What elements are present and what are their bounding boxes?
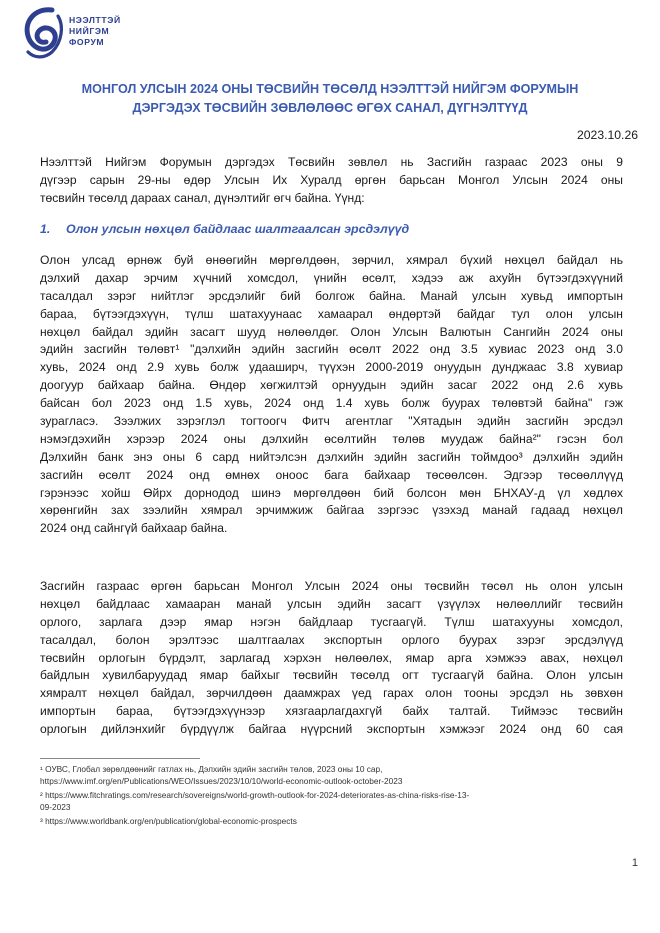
text-line: нэмэгдэхийн хэрээр 2024 оны дэлхийн өсөлтийн төлөв муудаж байна²" гэсэн бол	[40, 431, 623, 446]
logo-line: ФОРУМ	[69, 37, 105, 47]
section-title: Олон улсын нөхцөл байдлаас шалтгаалсан эрсдэлүүд	[66, 222, 410, 236]
text-line: орлогын дийлэнхийг бүрдүүлж байгаа нүүрсний экспортын хэмжээг 2024 онд 60 сая	[40, 722, 623, 737]
text-line: Нээлттэй Нийгэм Форумын дэргэдэх Төсвийн зөвлөл нь Засгийн газраас 2023 оны 9	[40, 155, 623, 169]
document-date: 2023.10.26	[577, 128, 638, 142]
text-line: засгийн өсөлт 2024 онд өмнөх оноос бага байхаар төсөөлсөн. Эдгээр төсөөллүүд	[40, 467, 623, 482]
text-line: гэрэнээс хойш Өйрх дорнодод шинэ мөргөлдөөн бий болсон мөн БНХАУ-д үл хөдлөх	[40, 485, 623, 500]
logo-text	[69, 15, 121, 48]
title-line-1: МОНГОЛ УЛСЫН 2024 ОНЫ ТӨСВИЙН ТӨСӨЛД НЭЭЛТТЭЙ НИЙГЭМ ФОРУМЫН	[81, 82, 579, 96]
logo-line: НЭЭЛТТЭЙ	[69, 15, 121, 25]
text-line: дүгээр сарын 29-ны өдөр Улсын Их Хуралд өргөн барьсан Монгол Улсын 2024 оны	[40, 172, 623, 187]
text-line: 2024 онд сайнгүй байхаар байна.	[40, 521, 228, 536]
text-line: доогуур байхаар байна. Өндөр хөгжилтэй орнуудын эдийн засаг 2022 онд 2.6 хувь	[40, 378, 623, 393]
page-number: 1	[631, 857, 638, 869]
text-line: тасалдал, болон эрэлтээс шалтгаалах экспортын орлого буурах зэрэг эрсдэлүүд	[40, 632, 623, 647]
text-line: нөхцөл байдлаас хамааран манай улсын эдийн засагт үзүүлэх нөлөөллийг төсвийн	[40, 596, 623, 611]
text-line: зурагласэ. Зээлжих зэрэглэл тогтоогч Фитч агентлаг "Хятадын эдийн засгийн эрсдэл	[40, 414, 623, 429]
text-line: байдлын хувилбаруудад ямар байхыг төсвийн төсөлд огт тусгаагүй байна. Олон улсын	[40, 668, 623, 683]
footnote-2-link[interactable]: ² https://www.fitchratings.com/research/sovereigns/world-growth-outlook-for-2024-deteriorates-as-china-risks-rise-13-	[40, 790, 470, 800]
footnote-1-link[interactable]: https://www.imf.org/en/Publications/WEO/Issues/2023/10/10/world-economic-outlook-october-2023	[40, 776, 403, 786]
footnote-1: ¹ ОУВС, Глобал зөрөлдөөнийг гатлах нь, Дэлхийн эдийн засгийн төлов, 2023 оны 10 сар,	[40, 764, 383, 774]
footnote-divider	[40, 758, 200, 759]
section-heading	[40, 222, 409, 236]
text-line: Олон улсад өрнөж буй өнөөгийн мөргөлдөөн, зөрчил, хямрал бүхий нөхцөл байдал нь	[40, 253, 623, 267]
text-line: хөрөнгийн зах зээлийн хямрал эрчимжиж байгаа зэргээс үзэхэд манай гадаад нөхцөл	[40, 503, 623, 518]
text-line: дэлхий дахар эрчим хүчний хомсдол, үнийн өсөлт, хэдээ аж ахуйн бүтээгдэхүүний	[40, 270, 623, 285]
text-line: төсвийн төсөлд дараах санал, дүнэлтийг өгч байна. Үүнд:	[40, 190, 365, 205]
intro-paragraph	[40, 154, 623, 208]
text-line: эдийн засгийн төлөвт¹ "дэлхийн эдийн засгийн өсөлт 2022 онд 3.5 хувиас 2023 онд 3.0	[40, 342, 623, 357]
text-line: тасалдал зэрэг нийтлэг эрсдэлийг бий болгож байна. Манай улсын хувьд импортын	[40, 288, 623, 303]
text-line: Засгийн газраас өргөн барьсан Монгол Улсын 2024 оны төсвийн төсөл нь олон улсын	[40, 579, 623, 593]
text-line: импортын бараа, бүтээгдэхүүнээр хязгаарлагдахгүй байх талтай. Тиймээс төсвийн	[40, 704, 623, 719]
text-line: Дэлхийн банк энэ оны 6 сард нийтэлсэн дэлхийн эдийн засгийн тоймдоо³ дэлхийн эдийн	[40, 449, 623, 464]
logo-line: НИЙГЭМ	[69, 26, 110, 36]
forum-swirl-logo-icon	[22, 6, 66, 62]
text-line: төсвийн орлогын бүрдэлт, зарлагад хэрхэн нөлөөлөх, ямар арга хэмжээ авах, нөхцөл	[40, 650, 623, 665]
footnote-3-link[interactable]: ³ https://www.worldbank.org/en/publication/global-economic-prospects	[40, 816, 297, 826]
title-line-2: ДЭРГЭДЭХ ТӨСВИЙН ЗӨВЛӨЛӨӨС ӨГӨХ САНАЛ, ДҮГНЭЛТҮҮД	[132, 101, 528, 115]
forum-logo	[22, 6, 162, 64]
document-title	[20, 80, 640, 118]
text-line: орлого, зарлага дээр ямар нэгэн байдлаар тусгаагүй. Түлш шатахууны хомсдол,	[40, 614, 623, 629]
text-line: байсан бол 2023 онд 1.5 хувь, 2024 онд 1.4 хувь болж буурах төлөвтэй байна" гэж	[40, 396, 623, 411]
paragraph-2	[40, 578, 623, 739]
footnote-2-link-cont[interactable]: 09-2023	[40, 802, 71, 812]
text-line: нөхцөл байдал эдийн засагт шууд нөлөөлдөг. Олон Улсын Валютын Сангийн 2024 оны	[40, 324, 623, 339]
section-number: 1.	[40, 222, 51, 236]
text-line: хувь, 2024 онд 2.9 хувь болж удааширч, түүхэн 2000-2019 онуудын дунджаас 3.8 хувиар	[40, 360, 623, 375]
text-line: бараа, бүтээгдэхүүн, түлш шатахуунаас хамаарал өндөртэй байдаг тул олон улсын	[40, 306, 623, 321]
text-line: хямралт нөхцөл байдал, зөрчилдөөн даамжрах үед гарах олон тооны эрсдэл нь зөвхөн	[40, 686, 623, 701]
paragraph-1	[40, 252, 623, 538]
